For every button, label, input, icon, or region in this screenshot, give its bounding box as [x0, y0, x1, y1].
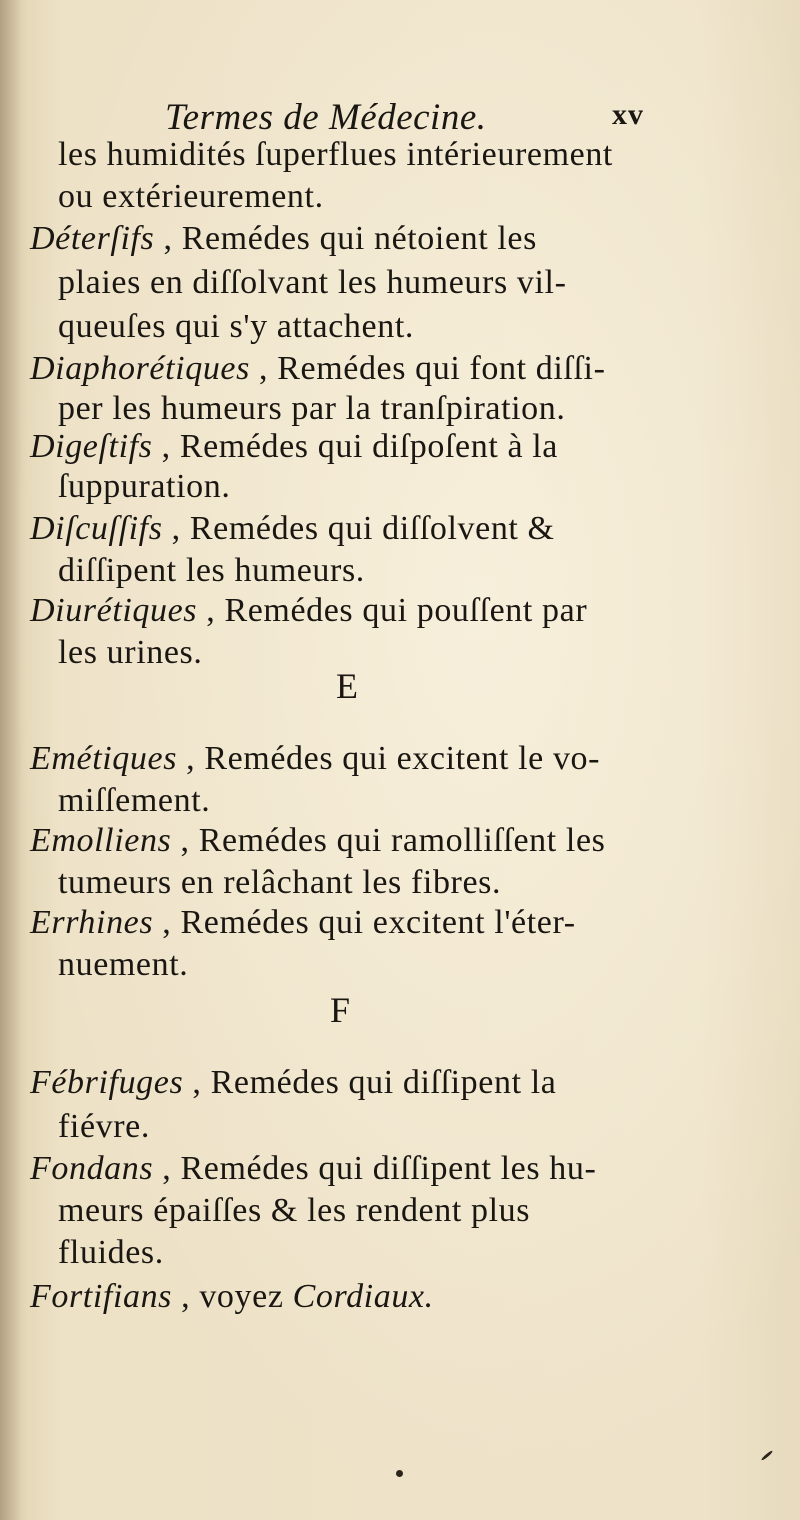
text-line: les humidités ſuperflues intérieurement: [58, 136, 613, 173]
entry-text: , Remédes qui ramolliſſent les: [171, 822, 606, 859]
entry-term: Fondans: [30, 1150, 154, 1187]
entry-text: , Remédes qui diſpoſent à la: [152, 428, 558, 465]
text-line: diſſipent les humeurs.: [58, 552, 365, 589]
entry-term: Déterſifs: [30, 220, 155, 257]
ink-speck: [396, 1470, 403, 1477]
text-line: meurs épaiſſes & les rendent plus: [58, 1192, 531, 1229]
section-letter: F: [330, 990, 351, 1030]
entry-term: Digeſtifs: [30, 428, 153, 465]
entry-line: [30, 430, 558, 464]
entry-text: , Remédes qui diſſipent les hu-: [153, 1150, 597, 1187]
entry-text: , Remédes qui font diſſi-: [249, 350, 606, 387]
text-line: ou extérieurement.: [58, 178, 324, 215]
text-line: fluides.: [58, 1234, 164, 1271]
entry-line: [30, 742, 600, 776]
text-line: per les humeurs par la tranſpiration.: [58, 390, 566, 427]
entry-line: [30, 906, 576, 940]
entry-text: , Remédes qui excitent l'éter-: [153, 904, 576, 941]
entry-text: , voyez: [172, 1278, 293, 1315]
entry-term: Fébrifuges: [30, 1064, 184, 1101]
entry-line: [30, 1066, 556, 1100]
entry-term: Diurétiques: [30, 592, 198, 629]
text-line: nuement.: [58, 946, 189, 983]
entry-line: [30, 222, 537, 256]
text-line: fiévre.: [58, 1108, 150, 1145]
ink-speck: [761, 1450, 774, 1461]
entry-line: [30, 512, 555, 546]
entry-term: Errhines: [30, 904, 154, 941]
cross-reference: Cordiaux.: [292, 1278, 434, 1315]
text-line: queuſes qui s'y attachent.: [58, 308, 414, 345]
entry-term: Emolliens: [30, 822, 172, 859]
text-line: les urines.: [58, 634, 203, 671]
entry-text: , Remédes qui pouſſent par: [197, 592, 588, 629]
entry-line: [30, 824, 605, 858]
text-line: plaies en diſſolvant les humeurs vil-: [58, 264, 567, 301]
entry-term: Fortifians: [30, 1278, 173, 1315]
text-line: ſuppuration.: [58, 468, 231, 505]
section-letter: E: [336, 666, 358, 706]
entry-term: Emétiques: [30, 740, 178, 777]
entry-text: , Remédes qui diſſipent la: [183, 1064, 557, 1101]
entry-term: Diſcuſſifs: [30, 510, 163, 547]
entry-text: , Remédes qui nétoient les: [154, 220, 537, 257]
page-number: xv: [612, 98, 644, 131]
entry-term: Diaphorétiques: [30, 350, 250, 387]
running-head: Termes de Médecine.: [165, 97, 487, 138]
entry-line: [30, 1152, 596, 1186]
entry-text: , Remédes qui excitent le vo-: [177, 740, 601, 777]
entry-line: [30, 352, 606, 386]
text-line: miſſement.: [58, 782, 211, 819]
entry-line: [30, 594, 587, 628]
text-line: tumeurs en relâchant les fibres.: [58, 864, 502, 901]
entry-line: [30, 1280, 434, 1314]
entry-text: , Remédes qui diſſolvent &: [162, 510, 555, 547]
